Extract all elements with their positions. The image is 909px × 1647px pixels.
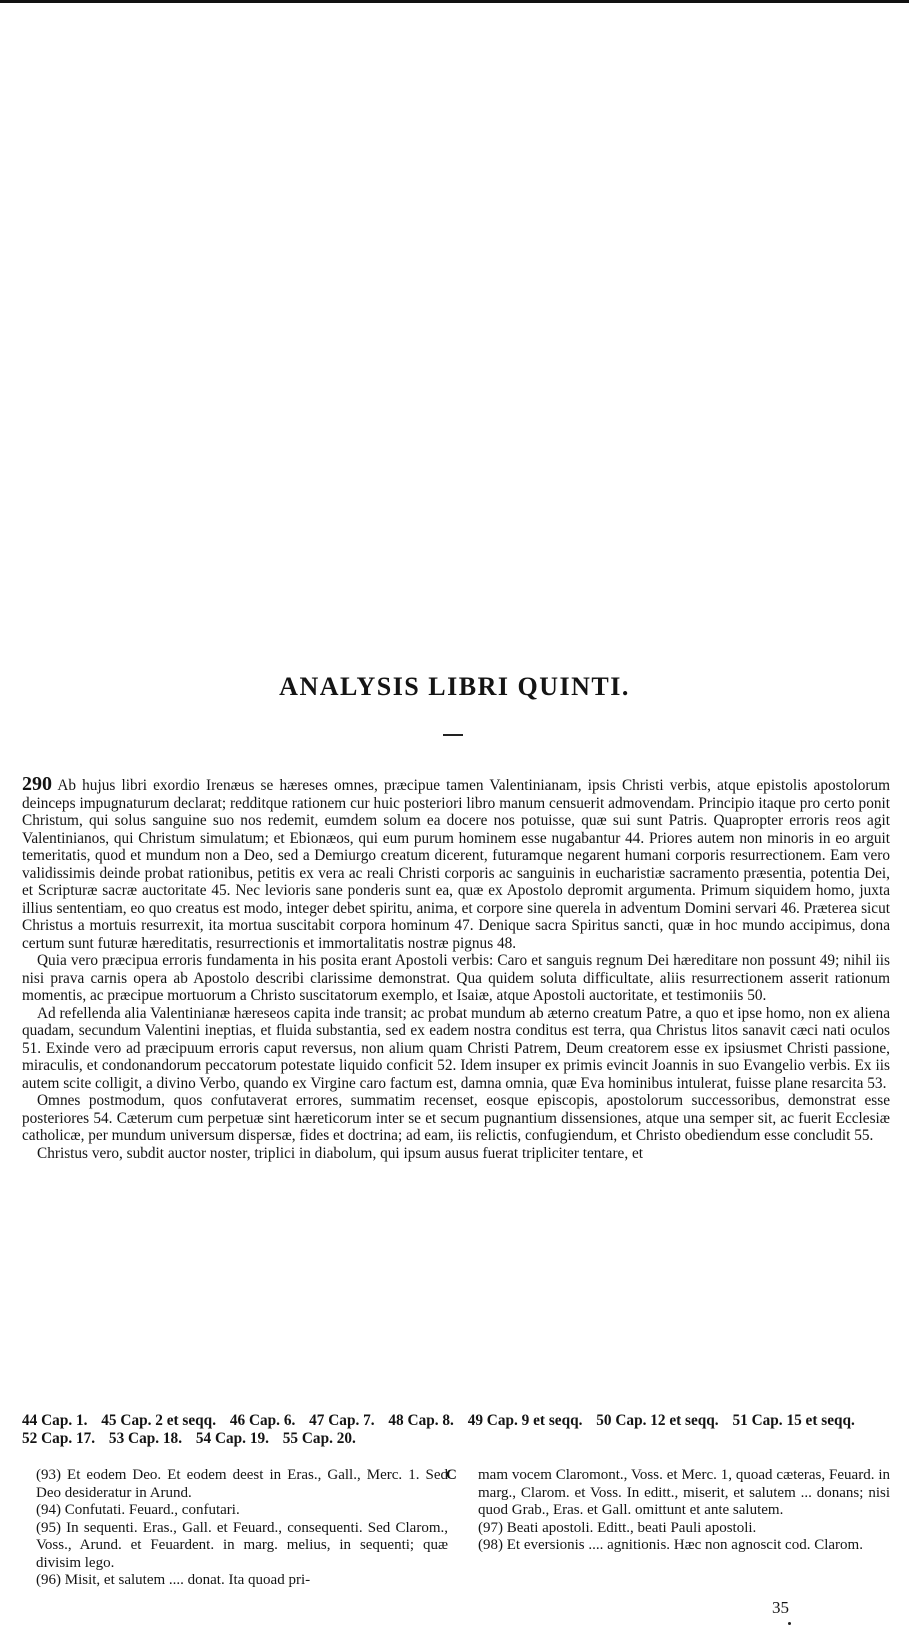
footnotes-right-column [478, 1467, 890, 1590]
footnote: (97) Beati apostoli. Editt., beati Pauli apostoli. [478, 1519, 757, 1536]
reference-item: 53 Cap. 18. [108, 1430, 183, 1447]
footnote: (95) In sequenti. Eras., Gall. et Feuard., consequenti. Sed Clarom., Voss., Arund. et Feuardent. in marg. melius, in sequenti; quæ divisim lego. [36, 1519, 448, 1571]
reference-item: 52 Cap. 17. [22, 1430, 96, 1447]
top-edge-rule [0, 0, 909, 3]
reference-item: 49 Cap. 9 et seqq. [467, 1412, 583, 1429]
section-title: ANALYSIS LIBRI QUINTI. [279, 672, 630, 701]
chapter-references [22, 1412, 890, 1448]
paragraph-3: Ad refellenda alia Valentinianæ hæreseos capita inde transit; ac probat mundum ab æterno creatum Patre, a quo et ipse homo, non ex aliena quadam, secundum Valentini ineptias, et fluida substantia, sed ex eadem nostra conditus est terra, qua Christus litos sanavit cæci nati oculos 51. Exinde vero ad præcipuum erroris caput reversus, non alium quam Christi Patrem, Deum creatorem esse ex ipsiusmet Christi passione, miraculis, et condonandorum peccatorum potestate liquido conficit 52. Idem insuper ex primis evincit Joannis in suo Evangelio verbis. Ex iis autem scite colligit, a divino Verbo, quando ex Virgine caro factum est, damna omnia, quæ Eva hominibus intulerat, fuisse plane resarcita 53. [22, 1004, 890, 1092]
analysis-body [22, 773, 891, 1162]
reference-item: 47 Cap. 7. [309, 1412, 375, 1429]
reference-item: 54 Cap. 19. [195, 1430, 269, 1447]
paragraph-2: Quia vero præcipua erroris fundamenta in his posita erant Apostoli verbis: Caro et sanguis regnum Dei hæreditare non possunt 49; nihil iis nisi prava carnis opera ab Apostolo describi clarissime demonstrat. Qua quidem soluta difficultate, aliis resurrectionem asserit rationum momentis, ac præcipue mortuorum a Christo suscitatorum exemplo, et Isaiæ, atque Apostoli auctoritate, et testimoniis 50. [22, 952, 890, 1004]
margin-letter: C [446, 1467, 457, 1483]
paragraph-1-text: Ab hujus libri exordio Irenæus se hæreses omnes, præcipue tamen Valentinianam, ipsis Christi verbis, atque epistolis apostolorum deinceps impugnaturum declarat; redditque rationem cur huic posteriori libro manum censuerit admovendam. Principio itaque pro certo ponit Christum, qui solus sanguine suo nos redemit, eumdem solum ea docere nos potuisse, quæ sui sunt Patris. Quapropter erroris reos agit Valentinianos, qui Christum simulatum; et Ebionæos, qui eum purum hominem esse nugabantur 44. Priores autem non minoris in eo arguit temeritatis, quod et mundum non a Deo, sed a Demiurgo creatum dicerent, futuramque negarent humani corporis resurrectionem. Eam vero validissimis deinde probat rationibus, petitis ex vera ac reali Christi corporis ac sanguinis in eucharistiæ sacramento præsentia, potentia Dei, et Scripturæ sacræ auctoritate 45. Nec levioris sane ponderis sunt ea, quæ ex Apostolo depromit argumenta. Primum siquidem homo, juxta illius sententiam, eo quo creatus est modo, integer debet spiritu, anima, et corpore sine querela in adventum Domini servari 46. Præterea sicut Christus a mortuis resurrexit, ita mortua suscitabit corpora hominum 47. Denique sacra Spiritus sancti, quæ in hoc mundo accipimus, dona certum sunt futuræ hæreditatis, resurrectionis et immortalitatis nostræ pignus 48. [22, 777, 891, 952]
paragraph-1 [22, 773, 891, 952]
footnotes-left-column [36, 1467, 448, 1590]
reference-item: 50 Cap. 12 et seqq. [596, 1412, 719, 1429]
footnote: mam vocem Claromont., Voss. et Merc. 1, quoad cæteras, Feuard. in marg., Clarom. et Voss. In editt., miserit, et salutem ... donans; nisi quod Grab., Eras. et Gall. omittunt et ante salutem. [478, 1467, 890, 1518]
page-number: 35 [772, 1598, 789, 1617]
printer-mark [788, 1622, 791, 1625]
reference-item: 45 Cap. 2 et seqq. [101, 1412, 217, 1429]
footnotes [36, 1467, 890, 1590]
footnote: (94) Confutati. Feuard., confutari. [36, 1502, 240, 1518]
footnote: (98) Et eversionis .... agnitionis. Hæc non agnoscit cod. Clarom. [478, 1537, 863, 1553]
paragraph-4: Omnes postmodum, quos confutaverat errores, summatim recenset, eosque episcopis, apostolorum successoribus, demonstrat esse posteriores 54. Cæterum cum perpetuæ sint hæreticorum inter se et secum pugnantium dissensiones, atque una semper sit, ac fuerit Ecclesiæ catholicæ, per mundum universum dispersæ, fides et doctrina; ad eam, iis relictis, confugiendum, et Christo obediendum esse concludit 55. [22, 1092, 890, 1144]
footnote: (96) Misit, et salutem .... donat. Ita quoad pri- [36, 1572, 311, 1588]
footnote: (93) Et eodem Deo. Et eodem deest in Eras., Gall., Merc. 1. Sed Deo desideratur in Arund. [36, 1467, 448, 1501]
reference-item: 46 Cap. 6. [229, 1412, 296, 1429]
reference-item: 48 Cap. 8. [388, 1412, 454, 1429]
reference-item: 51 Cap. 15 et seqq. [732, 1412, 855, 1429]
title-dash-ornament [443, 734, 463, 736]
paragraph-5: Christus vero, subdit auctor noster, triplici in diabolum, qui ipsum ausus fuerat tripliciter tentare, et [37, 1144, 644, 1162]
reference-item: 55 Cap. 20. [282, 1430, 356, 1447]
reference-item: 44 Cap. 1. [22, 1412, 88, 1429]
paragraph-number: 290 [22, 773, 52, 795]
